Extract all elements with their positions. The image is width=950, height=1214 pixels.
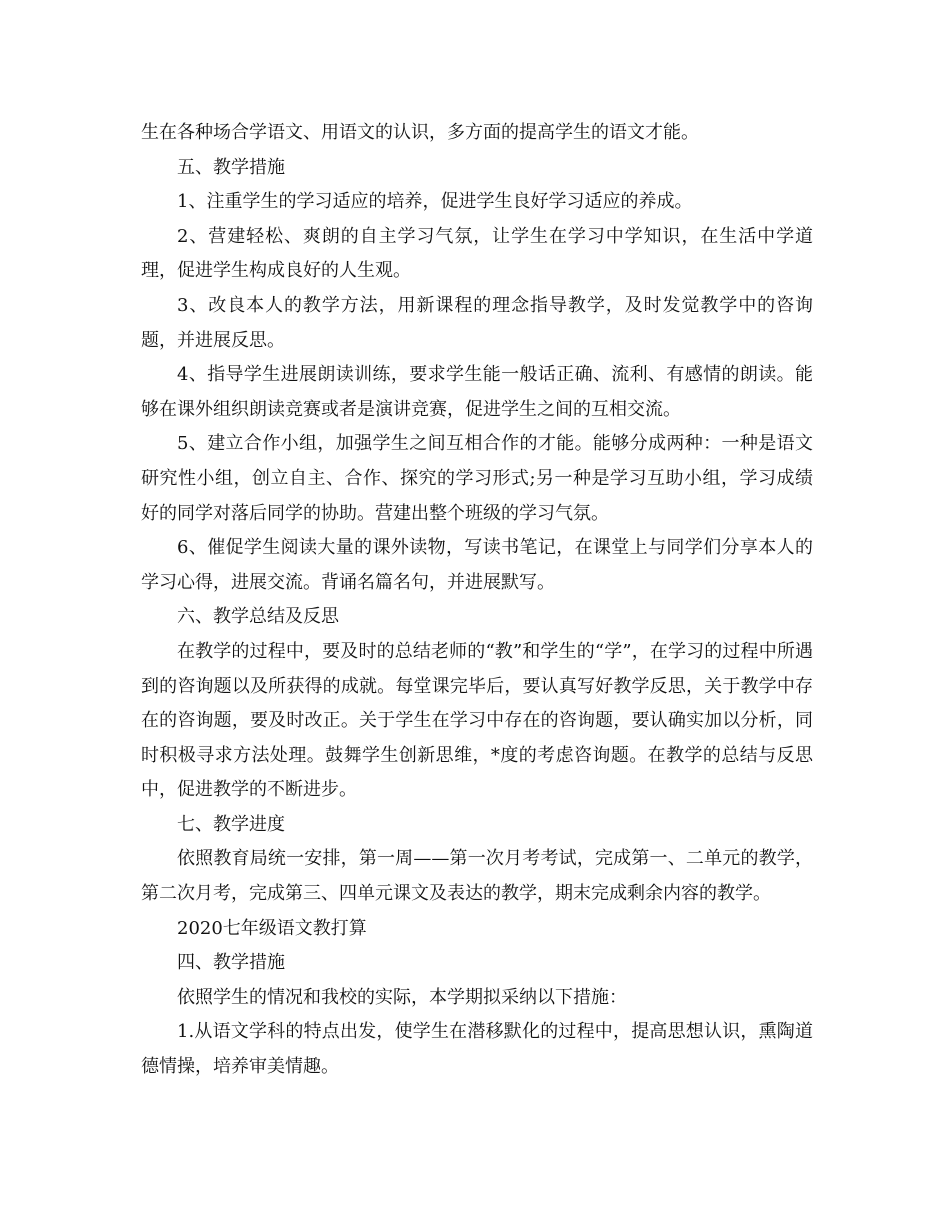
schedule-paragraph: 依照教育局统一安排，第一周——第一次月考考试，完成第一、二单元的教学，第二次月考，完成第三、四单元课文及表达的教学，期末完成剩余内容的教学。 [141, 848, 813, 905]
document-body [141, 116, 813, 1085]
section-heading-5: 五、教学措施 [177, 156, 285, 178]
section-heading-4: 四、教学措施 [177, 952, 285, 974]
measure-item-1: 1、注重学生的学习适应的培养，促进学生良好学习适应的养成。 [177, 191, 693, 213]
measure-item-2: 2、营建轻松、爽朗的自主学习气氛，让学生在学习中学知识，在生活中学道理，促进学生构成良好的人生观。 [141, 225, 813, 282]
paragraph-continuation: 生在各种场合学语文、用语文的认识，多方面的提高学生的语文才能。 [141, 122, 699, 143]
measures-intro-paragraph: 依照学生的情况和我校的实际，本学期拟采纳以下措施： [177, 986, 627, 1008]
reflection-paragraph: 在教学的过程中，要及时的总结老师的“教”和学生的“学”，在学习的过程中所遇到的咨询题以及所获得的成就。每堂课完毕后，要认真写好教学反思，关于教学中存在的咨询题，要及时改正。关于学生在学习中存在的咨询题，要认确实加以分析，同时积极寻求方法处理。鼓舞学生创新思维，*度的考虑咨询题。在教学的总结与反思中，促进教学的不断进步。 [141, 640, 813, 801]
measure-item-5: 5、建立合作小组，加强学生之间互相合作的才能。能够分成两种：一种是语文研究性小组，创立自主、合作、探究的学习形式;另一种是学习互助小组，学习成绩好的同学对落后同学的协助。营建出整个班级的学习气氛。 [141, 433, 813, 524]
document-subtitle: 2020七年级语文教打算 [177, 917, 367, 939]
measure-item-4: 4、指导学生进展朗读训练，要求学生能一般话正确、流利、有感情的朗读。能够在课外组织朗读竞赛或者是演讲竞赛，促进学生之间的互相交流。 [141, 364, 813, 420]
section-heading-7: 七、教学进度 [177, 813, 285, 835]
measure-item-3: 3、改良本人的教学方法，用新课程的理念指导教学，及时发觉教学中的咨询题，并进展反思。 [141, 294, 813, 351]
measure-item-6: 6、催促学生阅读大量的课外读物，写读书笔记，在课堂上与同学们分享本人的学习心得，进展交流。背诵名篇名句，并进展默写。 [141, 537, 813, 593]
section-heading-6: 六、教学总结及反思 [177, 606, 339, 628]
numbered-item-1: 1.从语文学科的特点出发，使学生在潜移默化的过程中，提高思想认识，熏陶道德情操，培养审美情趣。 [141, 1021, 813, 1078]
